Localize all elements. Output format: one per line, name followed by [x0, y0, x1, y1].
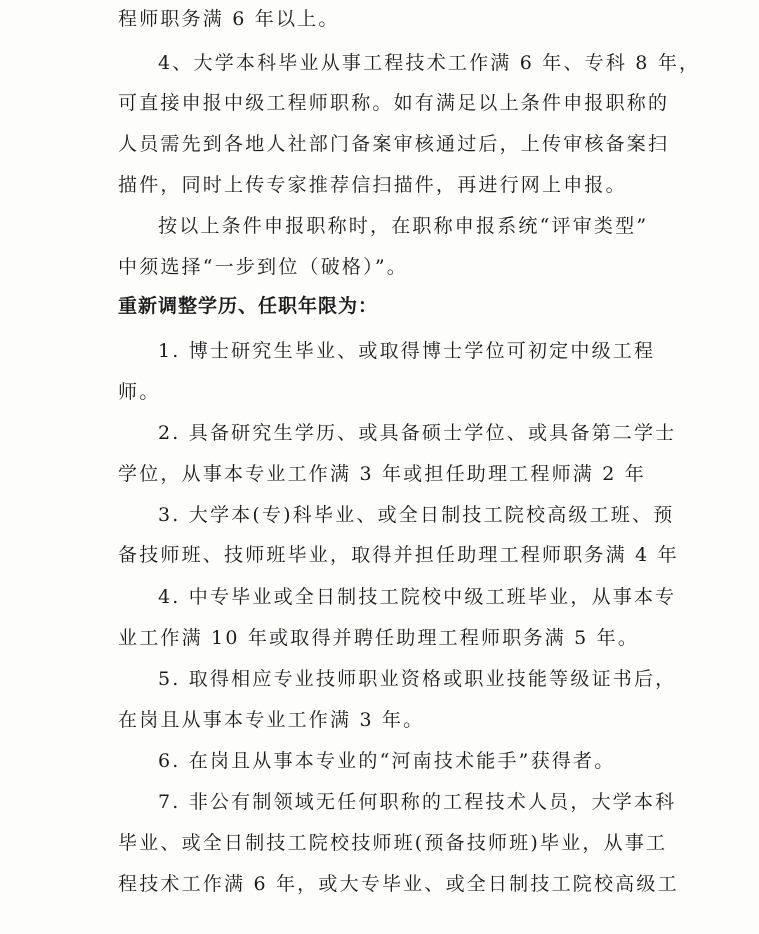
text-line: 1. 博士研究生毕业、或取得博士学位可初定中级工程 — [158, 340, 656, 362]
text-line: 7. 非公有制领域无任何职称的工程技术人员，大学本科 — [158, 791, 677, 813]
text-line: 师。 — [118, 381, 161, 403]
text-line: 4. 中专毕业或全日制技工院校中级工班毕业，从事本专 — [158, 586, 677, 608]
text-line: 备技师班、技师班毕业，取得并担任助理工程师职务满 4 年 — [118, 544, 679, 566]
text-line: 3. 大学本(专)科毕业、或全日制技工院校高级工班、预 — [158, 504, 675, 526]
text-line: 在岗且从事本专业工作满 3 年。 — [118, 709, 425, 731]
text-line: 业工作满 10 年或取得并聘任助理工程师职务满 5 年。 — [118, 627, 640, 649]
text-line: 人员需先到各地人社部门备案审核通过后，上传审核备案扫 — [118, 133, 670, 155]
text-line: 6. 在岗且从事本专业的“河南技术能手”获得者。 — [158, 750, 616, 772]
text-line: 4、大学本科毕业从事工程技术工作满 6 年、专科 8 年， — [158, 52, 701, 74]
text-line: 描件，同时上传专家推荐信扫描件，再进行网上申报。 — [118, 174, 627, 196]
text-line: 学位，从事本专业工作满 3 年或担任助理工程师满 2 年 — [118, 463, 646, 485]
text-line: 程技术工作满 6 年，或大专毕业、或全日制技工院校高级工 — [118, 873, 679, 895]
text-line: 可直接申报中级工程师职称。如有满足以上条件申报职称的 — [118, 92, 670, 114]
text-line: 5. 取得相应专业技师职业资格或职业技能等级证书后， — [158, 668, 677, 690]
text-line: 2. 具备研究生学历、或具备硕士学位、或具备第二学士 — [158, 422, 677, 444]
text-line: 毕业、或全日制技工院校技师班(预备技师班)毕业，从事工 — [118, 832, 668, 854]
text-line: 中须选择“一步到位（破格）”。 — [118, 256, 408, 278]
text-line: 程师职务满 6 年以上。 — [118, 8, 340, 30]
text-line: 按以上条件申报职称时，在职称申报系统“评审类型” — [158, 215, 649, 237]
section-heading: 重新调整学历、任职年限为： — [118, 295, 379, 317]
